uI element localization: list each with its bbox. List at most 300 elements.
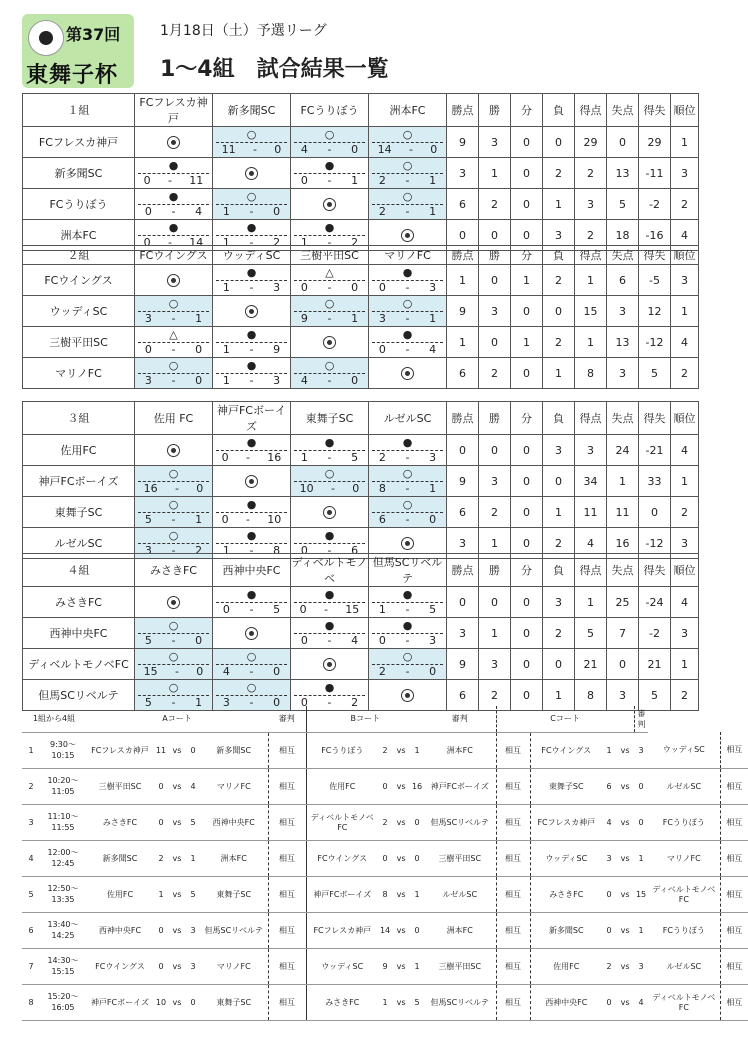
score: 3 — [429, 634, 437, 647]
result-cell — [369, 587, 447, 618]
away-score: 0 — [634, 804, 648, 840]
result-mark: ● — [246, 436, 257, 449]
result-cell — [369, 435, 447, 466]
self-cell — [135, 265, 213, 296]
away-score: 15 — [634, 876, 648, 912]
away-team: 但馬SCリベルテ — [424, 984, 496, 1020]
self-cell — [135, 435, 213, 466]
result-cell — [213, 127, 291, 158]
score: 9 — [300, 312, 308, 325]
home-score: 2 — [378, 804, 392, 840]
result-cell — [213, 497, 291, 528]
result-cell — [135, 649, 213, 680]
opponent-header: 神戸FCボーイズ — [213, 402, 291, 435]
referee: 相互 — [268, 948, 306, 984]
opponent-header: FCうりぼう — [291, 94, 369, 127]
score: 2 — [378, 665, 386, 678]
referee: 相互 — [268, 912, 306, 948]
team-row — [23, 265, 699, 296]
score-separator: - — [408, 143, 413, 156]
away-score: 1 — [634, 912, 648, 948]
result-cell — [213, 358, 291, 389]
team-name: FCうりぼう — [23, 189, 135, 220]
score: 5 — [144, 513, 152, 526]
referee: 相互 — [496, 912, 530, 948]
result-mark: ● — [402, 619, 413, 632]
away-score: 5 — [186, 804, 200, 840]
schedule-head-cell: Bコート — [306, 706, 424, 732]
result-mark: ○ — [324, 128, 335, 141]
home-score: 4 — [602, 804, 616, 840]
home-team: 新多聞SC — [86, 840, 154, 876]
away-score: 0 — [186, 732, 200, 768]
score: 1 — [195, 312, 203, 325]
stat-value: -21 — [639, 435, 671, 466]
result-mark: ● — [246, 221, 257, 234]
result-mark: ● — [324, 681, 335, 694]
group-name: ３組 — [23, 402, 135, 435]
score: 1 — [429, 205, 437, 218]
stat-value: 2 — [543, 528, 575, 559]
time-start: 12:50〜 — [47, 884, 79, 893]
vs-label: vs — [616, 840, 634, 876]
stat-value: 1 — [479, 158, 511, 189]
vs-label: vs — [616, 876, 634, 912]
stat-value: 0 — [511, 127, 543, 158]
score: 1 — [195, 696, 203, 709]
score: 0 — [300, 634, 308, 647]
away-team: ウッディSC — [648, 732, 720, 768]
referee: 相互 — [268, 840, 306, 876]
time-start: 13:40〜 — [47, 920, 79, 929]
home-score: 1 — [378, 984, 392, 1020]
round-time — [40, 912, 86, 948]
team-row — [23, 158, 699, 189]
score-separator: - — [323, 603, 328, 616]
time-end: 12:45 — [51, 859, 75, 868]
team-name: ルゼルSC — [23, 528, 135, 559]
score-separator: - — [327, 174, 332, 187]
soccer-ball-icon — [167, 274, 180, 287]
vs-label: vs — [168, 732, 186, 768]
score: 1 — [222, 544, 230, 557]
club-emblem-icon — [28, 20, 64, 56]
result-mark: ○ — [402, 159, 413, 172]
result-mark: ○ — [168, 498, 179, 511]
away-team: 三樹平田SC — [424, 948, 496, 984]
result-cell — [213, 265, 291, 296]
stat-value: 2 — [575, 158, 607, 189]
group-table — [22, 93, 699, 251]
stat-value: 1 — [543, 497, 575, 528]
home-score: 9 — [378, 948, 392, 984]
vs-label: vs — [168, 804, 186, 840]
score-separator: - — [405, 205, 410, 218]
result-mark: ● — [168, 221, 179, 234]
team-row — [23, 358, 699, 389]
self-cell — [213, 158, 291, 189]
away-team: 新多聞SC — [200, 732, 268, 768]
score: 16 — [267, 451, 282, 464]
away-score: 3 — [634, 948, 648, 984]
away-team: 三樹平田SC — [424, 840, 496, 876]
self-cell — [369, 358, 447, 389]
referee: 相互 — [720, 804, 748, 840]
stat-value: 2 — [543, 327, 575, 358]
stat-value: 4 — [671, 435, 699, 466]
score: 4 — [300, 374, 308, 387]
home-score: 2 — [154, 840, 168, 876]
result-mark: △ — [325, 266, 334, 279]
away-score: 1 — [410, 948, 424, 984]
stat-value: 2 — [479, 680, 511, 711]
result-mark: ○ — [168, 359, 179, 372]
result-cell — [369, 158, 447, 189]
stat-value: 24 — [607, 435, 639, 466]
result-cell — [291, 358, 369, 389]
home-score: 0 — [154, 912, 168, 948]
team-name: FCウイングス — [23, 265, 135, 296]
stat-value: 15 — [575, 296, 607, 327]
team-name: 神戸FCボーイズ — [23, 466, 135, 497]
stat-value: 13 — [607, 158, 639, 189]
score: 3 — [144, 544, 152, 557]
result-mark: ● — [402, 436, 413, 449]
stat-value: 1 — [671, 466, 699, 497]
referee: 相互 — [268, 732, 306, 768]
schedule-head-cell: 審判 — [634, 706, 648, 732]
stat-header: 得点 — [575, 554, 607, 587]
vs-label: vs — [392, 948, 410, 984]
soccer-ball-icon — [167, 444, 180, 457]
home-team: みさきFC — [306, 984, 378, 1020]
stat-value: 0 — [511, 587, 543, 618]
home-team: ディベルトモノベFC — [306, 804, 378, 840]
score-separator: - — [327, 451, 332, 464]
home-score: 1 — [154, 876, 168, 912]
schedule-head-cell: 1組から4組 — [22, 706, 86, 732]
score-separator: - — [405, 451, 410, 464]
stat-value: 6 — [447, 497, 479, 528]
time-end: 14:25 — [51, 931, 75, 940]
stat-value: 1 — [671, 296, 699, 327]
vs-label: vs — [392, 804, 410, 840]
vs-label: vs — [168, 948, 186, 984]
stat-value: 0 — [511, 680, 543, 711]
score: 3 — [144, 312, 152, 325]
score: 0 — [351, 281, 359, 294]
away-team: ルゼルSC — [424, 876, 496, 912]
stat-header: 負 — [543, 554, 575, 587]
away-team: FCうりぼう — [648, 912, 720, 948]
vs-label: vs — [616, 804, 634, 840]
stat-value: 0 — [479, 327, 511, 358]
vs-label: vs — [168, 768, 186, 804]
stat-header: 順位 — [671, 246, 699, 265]
stat-value: 3 — [447, 618, 479, 649]
score-separator: - — [405, 665, 410, 678]
tournament-logo — [22, 14, 134, 88]
soccer-ball-icon — [323, 336, 336, 349]
away-team: 洲本FC — [424, 732, 496, 768]
home-score: 1 — [602, 732, 616, 768]
self-cell — [213, 296, 291, 327]
stat-value: 5 — [607, 189, 639, 220]
result-mark: ○ — [324, 297, 335, 310]
stat-value: 2 — [479, 189, 511, 220]
score: 0 — [351, 374, 359, 387]
score: 0 — [195, 374, 203, 387]
result-mark: ● — [246, 266, 257, 279]
away-score: 3 — [634, 732, 648, 768]
self-cell — [135, 587, 213, 618]
team-row — [23, 296, 699, 327]
result-mark: ● — [246, 359, 257, 372]
stat-value: 2 — [543, 158, 575, 189]
vs-label: vs — [168, 984, 186, 1020]
stat-header: 勝点 — [447, 554, 479, 587]
stat-value: 11 — [575, 497, 607, 528]
vs-label: vs — [168, 912, 186, 948]
score: 0 — [300, 696, 308, 709]
time-start: 9:30〜 — [50, 740, 76, 749]
result-cell — [369, 296, 447, 327]
home-score: 6 — [602, 768, 616, 804]
team-name: 佐用FC — [23, 435, 135, 466]
home-team: 三樹平田SC — [86, 768, 154, 804]
home-score: 11 — [154, 732, 168, 768]
referee: 相互 — [496, 876, 530, 912]
home-team: 佐用FC — [306, 768, 378, 804]
home-team: 西神中央FC — [86, 912, 154, 948]
stat-value: -24 — [639, 587, 671, 618]
stat-value: 2 — [479, 358, 511, 389]
stat-value: 1 — [607, 466, 639, 497]
stat-header: 負 — [543, 246, 575, 265]
stat-value: 8 — [575, 680, 607, 711]
result-cell — [291, 618, 369, 649]
result-mark: ○ — [402, 467, 413, 480]
round-number: 6 — [22, 912, 40, 948]
stat-value: 16 — [607, 528, 639, 559]
schedule-row — [22, 732, 748, 768]
referee: 相互 — [496, 840, 530, 876]
score-separator: - — [249, 205, 254, 218]
stat-header: 分 — [511, 246, 543, 265]
round-number: 7 — [22, 948, 40, 984]
result-mark: ○ — [168, 619, 179, 632]
away-team: 東舞子SC — [200, 876, 268, 912]
stat-value: 0 — [511, 528, 543, 559]
schedule-table — [22, 706, 748, 1021]
stat-header: 勝点 — [447, 94, 479, 127]
group-table — [22, 553, 699, 711]
schedule-head-cell: 審判 — [424, 706, 496, 732]
schedule-header — [22, 706, 748, 732]
round-number: 1 — [22, 732, 40, 768]
stat-header: 得点 — [575, 94, 607, 127]
stat-value: 9 — [447, 649, 479, 680]
stat-header: 勝点 — [447, 246, 479, 265]
stat-value: 3 — [479, 127, 511, 158]
stat-value: 25 — [607, 587, 639, 618]
score: 8 — [378, 482, 386, 495]
stat-value: 0 — [511, 618, 543, 649]
schedule-row — [22, 948, 748, 984]
stat-value: 1 — [479, 618, 511, 649]
stat-header: 負 — [543, 94, 575, 127]
stat-value: 0 — [543, 296, 575, 327]
score: 0 — [300, 544, 308, 557]
referee: 相互 — [720, 840, 748, 876]
score: 1 — [300, 236, 308, 249]
stat-value: 0 — [511, 158, 543, 189]
away-team: マリノFC — [200, 768, 268, 804]
score: 11 — [189, 174, 204, 187]
stat-value: 0 — [447, 587, 479, 618]
result-mark: ● — [402, 588, 413, 601]
vs-label: vs — [616, 768, 634, 804]
result-cell — [213, 649, 291, 680]
stat-value: 3 — [447, 528, 479, 559]
result-cell — [135, 189, 213, 220]
soccer-ball-icon — [401, 229, 414, 242]
stat-header: 分 — [511, 94, 543, 127]
stat-value: 6 — [447, 189, 479, 220]
vs-label: vs — [392, 768, 410, 804]
match-date: 1月18日（土）予選リーグ — [160, 23, 327, 39]
result-cell — [135, 466, 213, 497]
result-mark: ● — [168, 190, 179, 203]
result-mark: ● — [324, 159, 335, 172]
score-separator: - — [327, 312, 332, 325]
home-score: 0 — [154, 768, 168, 804]
stat-value: 0 — [479, 435, 511, 466]
stat-value: 1 — [447, 265, 479, 296]
score-separator: - — [327, 236, 332, 249]
round-time — [40, 768, 86, 804]
result-mark: ○ — [402, 498, 413, 511]
referee: 相互 — [720, 912, 748, 948]
vs-label: vs — [616, 732, 634, 768]
opponent-header: 但馬SCリベルテ — [369, 554, 447, 587]
result-cell — [213, 435, 291, 466]
score: 2 — [351, 696, 359, 709]
away-team: 洲本FC — [424, 912, 496, 948]
score: 1 — [222, 281, 230, 294]
opponent-header: ディベルトモノベ — [291, 554, 369, 587]
soccer-ball-icon — [167, 136, 180, 149]
team-name: 東舞子SC — [23, 497, 135, 528]
result-cell — [135, 497, 213, 528]
home-score: 0 — [154, 948, 168, 984]
result-cell — [369, 327, 447, 358]
result-cell — [369, 618, 447, 649]
time-end: 11:55 — [51, 823, 75, 832]
away-score: 4 — [634, 984, 648, 1020]
score: 1 — [300, 451, 308, 464]
score: 5 — [351, 451, 359, 464]
team-name: マリノFC — [23, 358, 135, 389]
referee: 相互 — [720, 876, 748, 912]
vs-label: vs — [392, 912, 410, 948]
result-mark: ● — [324, 221, 335, 234]
away-score: 0 — [634, 768, 648, 804]
score-separator: - — [252, 143, 257, 156]
home-team: 新多聞SC — [530, 912, 602, 948]
score: 8 — [273, 544, 281, 557]
score-separator: - — [249, 236, 254, 249]
self-cell — [291, 649, 369, 680]
home-team: 神戸FCボーイズ — [86, 984, 154, 1020]
team-name: みさきFC — [23, 587, 135, 618]
result-mark: △ — [169, 328, 178, 341]
team-row — [23, 649, 699, 680]
stat-header: 得失 — [639, 246, 671, 265]
time-end: 16:05 — [51, 1003, 75, 1012]
result-mark: ○ — [168, 529, 179, 542]
away-score: 0 — [410, 804, 424, 840]
vs-label: vs — [616, 984, 634, 1020]
away-team: マリノFC — [200, 948, 268, 984]
score-separator: - — [171, 312, 176, 325]
score: 3 — [222, 696, 230, 709]
stat-value: 3 — [575, 435, 607, 466]
team-row — [23, 466, 699, 497]
self-cell — [291, 497, 369, 528]
home-score: 2 — [378, 732, 392, 768]
score-separator: - — [171, 374, 176, 387]
stat-value: 1 — [543, 189, 575, 220]
away-score: 4 — [186, 768, 200, 804]
stat-value: 5 — [575, 618, 607, 649]
score: 10 — [299, 482, 314, 495]
score: 4 — [222, 665, 230, 678]
group-name: ２組 — [23, 246, 135, 265]
away-score: 0 — [410, 840, 424, 876]
stat-value: -11 — [639, 158, 671, 189]
score-separator: - — [327, 374, 332, 387]
home-team: FCフレスカ神戸 — [86, 732, 154, 768]
away-team: ルゼルSC — [648, 948, 720, 984]
stat-value: 0 — [447, 220, 479, 251]
score-separator: - — [245, 451, 250, 464]
result-mark: ● — [246, 498, 257, 511]
score: 0 — [351, 143, 359, 156]
round-number: 3 — [22, 804, 40, 840]
result-mark: ○ — [246, 650, 257, 663]
score-separator: - — [249, 343, 254, 356]
stat-value: 2 — [671, 680, 699, 711]
self-cell — [291, 189, 369, 220]
score-separator: - — [171, 205, 176, 218]
score-separator: - — [249, 665, 254, 678]
score: 0 — [273, 696, 281, 709]
home-score: 0 — [602, 984, 616, 1020]
result-mark: ● — [402, 328, 413, 341]
stat-header: 得点 — [575, 246, 607, 265]
stat-header: 順位 — [671, 94, 699, 127]
self-cell — [213, 618, 291, 649]
away-team: ディベルトモノベFC — [648, 984, 720, 1020]
stat-value: 18 — [607, 220, 639, 251]
score-separator: - — [249, 603, 254, 616]
score: 2 — [351, 236, 359, 249]
stat-header: 得失 — [639, 554, 671, 587]
stat-value: -2 — [639, 618, 671, 649]
home-team: FCフレスカ神戸 — [530, 804, 602, 840]
stat-header: 得失 — [639, 94, 671, 127]
